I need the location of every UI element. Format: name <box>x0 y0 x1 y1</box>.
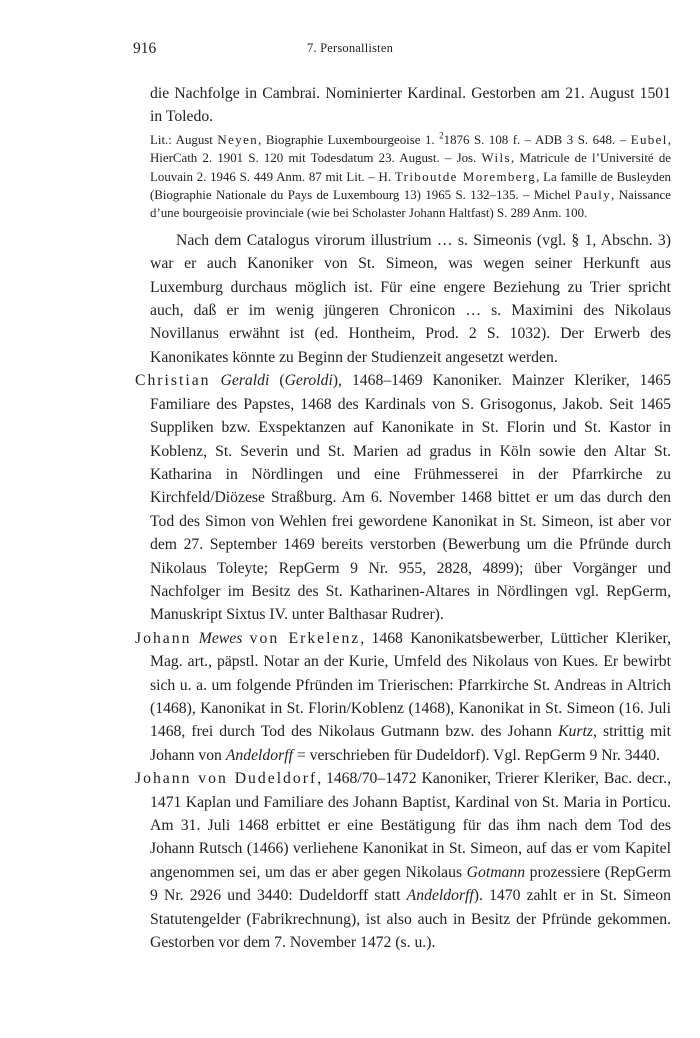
entry-text: ), 1468–1469 Kanoniker. Mainzer Kleriker, 1465 Familiare des Papstes, 1468 des Kardinals von S. Grisogonus, Jakob. Seit 1465 Suppliken bzw. Exspektanzen auf Kanonikate in St. Florin und St. Kastor in Koblenz, St. Severin und St. Marien ad gradus in Köln sowie den Altar St. Katharina in Nördlingen und eine Frühmesserei in der Pfarrkirche zu Kirchfeld/Diözese Straßburg. Am 6. November 1468 bittet er um das durch den Tod des Simon von Wehlen frei gewordene Kanonikat in St. Simeon, ist aber vor dem 27. September 1469 bereits verstorben (Bewerbung um die Pfründe durch Nikolaus Toleyte; RepGerm 9 Nr. 955, 2828, 4899); über Vorgänger und Nachfolger im Besitz des St. Katharinen-Altares in Nördlingen vgl. RepGerm, Manuskript Sixtus IV. unter Balthasar Rudrer). <box>150 372 671 624</box>
lit-author: Neyen <box>217 132 259 147</box>
lit-text: , Matricule de l’Université de Louvain 2. 1946 S. 449 Anm. 87 mit Lit. – H. <box>150 151 671 184</box>
continued-text: die Nachfolge in Cambrai. Nominierter Kardinal. Gestorben am 21. August 1501 in Toledo. <box>150 85 671 126</box>
lit-text: 1876 S. 108 f. – ADB 3 S. 648. – <box>443 132 631 147</box>
entry-surname: Geraldi <box>220 372 270 390</box>
lit-text: , Naissance d’une bourgeoisie provinciale (wie bei Scholaster Johann Haltfast) S. 289 Anm. 100. <box>150 188 671 221</box>
entry-text: , 1468 Kanonikatsbewerber, Lütticher Kleriker, Mag. art., päpstl. Notar an der Kurie, Umfeld des Nikolaus von Kues. Er bewirbt sich u. a. um folgende Pfründen im Trierischen: Pfarrkirche St. Andreas in Altrich (1468), Kanonikat in St. Florin/Koblenz (1468), Kanonikat in St. Simeon (16. Juli 1468, frei durch Tod des Nikolaus Gutmann bzw. des Johann <box>150 629 672 741</box>
entry-italic: Andeldorff <box>225 746 293 764</box>
literature-note <box>135 131 671 223</box>
entry-variant: Geroldi <box>284 372 333 390</box>
lit-author: Triboutde Moremberg <box>394 169 537 184</box>
continued-paragraph <box>135 82 671 129</box>
lit-text: , HierCath 2. 1901 S. 120 mit Todesdatum 23. August. – Jos. <box>150 132 671 166</box>
lit-text: , Biographie Luxembourgeoise 1. <box>258 132 440 147</box>
entry-text: , strittig mit Johann von <box>150 723 671 764</box>
entry-name: von Erkelenz <box>249 629 361 647</box>
entry-johann-mewes <box>135 627 671 767</box>
entry-text: , 1468/70–1472 Kanoniker, Trierer Kleriker, Bac. decr., 1471 Kaplan und Familiare des Johann Baptist, Kardinal von St. Maria in Porticu. Am 31. Juli 1468 erbittet er eine Bestätigung für das ihm nach dem Tod des Johann Rutsch (1466) verliehene Kanonikat in St. Simeon, auf das er vom Kapitel angenommen sei, um das er aber gegen Nikolaus <box>150 770 671 881</box>
entry-text: ( <box>269 372 285 390</box>
entry-text: ). 1470 zahlt er in St. Simeon Statutengelder (Fabrikrechnung), ist also auch in Besitz der Pfründe gekommen. Gestorben vor dem 7. November 1472 (s. u.). <box>150 887 671 952</box>
lit-superscript: 2 <box>439 130 444 141</box>
entry-name: Johann von Dudeldorf <box>135 770 318 788</box>
entry-surname: Mewes <box>198 629 243 647</box>
lit-text: , La famille de Busleyden (Biographie Nationale du Pays de Luxembourg 13) 1965 S. 132–135. – Michel <box>150 169 671 203</box>
running-title: 7. Personallisten <box>306 41 394 55</box>
lit-text: Lit.: August <box>150 132 218 147</box>
paragraph <box>135 229 671 369</box>
entry-name: Christian <box>135 372 211 390</box>
entry-text: prozessiere (RepGerm 9 Nr. 2926 und 3440: Dudeldorff statt <box>150 863 671 905</box>
entry-johann-von-dudeldorf <box>135 767 671 954</box>
lit-author: Pauly <box>574 188 612 203</box>
page-number: 916 <box>133 40 157 57</box>
lit-author: Wils <box>481 151 511 166</box>
paragraph-text: Nach dem Catalogus virorum illustrium … s. Simeonis (vgl. § 1, Abschn. 3) war er auch Kanoniker von St. Simeon, was wegen seiner Herkunft aus Luxemburg durchaus möglich ist. Für eine engere Beziehung zu Trier spricht auch, daß er im wenig jüngeren Chronicon … s. Maximini des Nikolaus Novillanus erwähnt ist (ed. Hontheim, Prod. 2 S. 1032). Der Erwerb des Kanonikates könnte zu Beginn der Studienzeit angesetzt werden. <box>150 231 671 366</box>
entry-name: Johann <box>135 629 192 647</box>
entry-italic: Gotmann <box>466 863 526 881</box>
entry-italic: Kurtz <box>558 723 593 741</box>
entry-christian-geraldi <box>135 369 671 626</box>
entry-italic: Andeldorff <box>406 887 474 905</box>
lit-author: Eubel <box>630 132 668 147</box>
entry-text: = verschrieben für Dudeldorf). Vgl. RepGerm 9 Nr. 3440. <box>292 746 661 764</box>
page-header <box>0 40 700 62</box>
page-body <box>135 82 671 954</box>
